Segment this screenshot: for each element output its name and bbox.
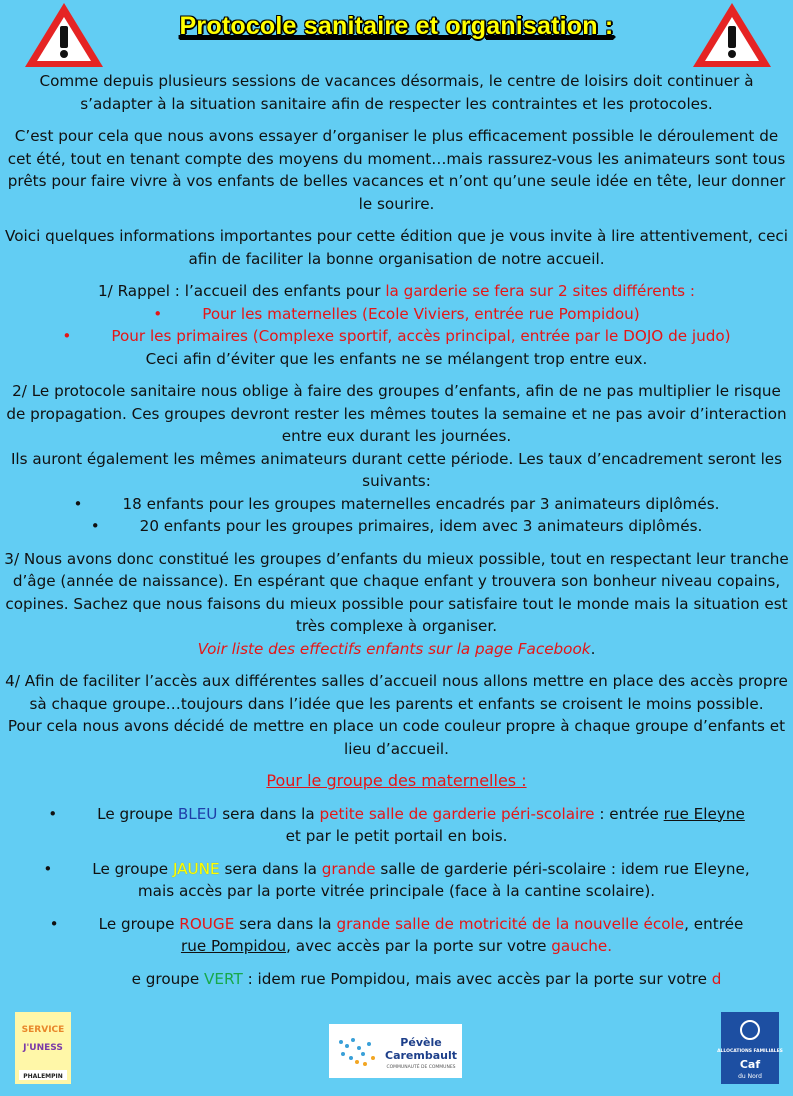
section-3: 3/ Nous avons donc constitué les groupes d’enfants du mieux possible, tout en respectant leur tranche d’âge (année de naissance). En espérant que chaque enfant y trouvera son bonheur niveau copains, copines. Sachez que nous faisons du mieux possible pour satisfaire tout le monde mais la situation est très complexe à organiser. Voir liste des effectifs enfants sur la page Facebook. <box>4 549 789 658</box>
group-bleu: • Le groupe BLEU sera dans la petite salle de garderie péri-scolaire : entrée rue Eleyne et par le petit portail en bois. <box>48 804 745 845</box>
section-2: 2/ Le protocole sanitaire nous oblige à faire des groupes d’enfants, afin de ne pas multiplier le risque de propagation. Ces groupes devront rester les mêmes toutes la semaine et ne pas avoir d’interaction entre eux durant les journées. Ils auront également les mêmes animateurs durant cette période. Les taux d’encadrement seront les suivants: • 18 enfants pour les groupes maternelles encadrés par 3 animateurs diplômés. • 20 enfants pour les groupes primaires, idem avec 3 animateurs diplômés. <box>4 380 789 538</box>
svg-text:J'UNESS: J'UNESS <box>23 1043 63 1053</box>
bullet-icon: • <box>153 304 163 323</box>
facebook-link[interactable]: Voir liste des effectifs enfants sur la page Facebook <box>197 639 591 658</box>
bullet-icon: • <box>43 859 53 878</box>
list-item: • Pour les maternelles (Ecole Viviers, entrée rue Pompidou) <box>153 305 639 323</box>
intro-paragraph: Voici quelques informations importantes pour cette édition que je vous invite à lire attentivement, ceci afin de faciliter la bonne organisation de notre accueil. <box>5 227 788 268</box>
bullet-icon: • <box>49 914 59 933</box>
group-rouge: • Le groupe ROUGE sera dans la grande salle de motricité de la nouvelle école, entrée rue Pompidou, avec accès par la porte sur votre gauche. <box>49 914 744 955</box>
service-jeunesse-logo <box>15 1012 71 1084</box>
svg-text:SERVICE: SERVICE <box>21 1025 65 1035</box>
caf-region-label: du Nord <box>738 1073 762 1080</box>
intro-paragraph: Comme depuis plusieurs sessions de vacances désormais, le centre de loisirs doit continuer à s’adapter à la situation sanitaire afin de respecter les contraintes et les protocoles. <box>39 72 754 113</box>
section-1: 1/ Rappel : l’accueil des enfants pour la garderie se fera sur 2 sites différents : • Pour les maternelles (Ecole Viviers, entrée rue Pompidou) • Pour les primaires (Complexe sportif, accès principal, entrée par le DOJO de judo) Ceci afin d’éviter que les enfants ne se mélangent trop entre eux. <box>62 282 731 368</box>
carembault-label: Carembault <box>385 1049 457 1062</box>
list-item: • Pour les primaires (Complexe sportif, accès principal, entrée par le DOJO de judo) <box>62 327 730 345</box>
list-item: • 18 enfants pour les groupes maternelles encadrés par 3 animateurs diplômés. <box>74 495 720 513</box>
pevele-carembault-logo-graphic <box>329 1024 462 1078</box>
bullet-icon: • <box>48 804 58 823</box>
community-label: COMMUNAUTÉ DE COMMUNES <box>386 1065 456 1070</box>
maternelles-heading: Pour le groupe des maternelles : <box>266 771 527 790</box>
group-vert: e groupe VERT : idem rue Pompidou, mais avec accès par la porte sur votre d <box>131 969 722 988</box>
caf-label: Caf <box>739 1058 761 1071</box>
bullet-icon: • <box>73 494 83 513</box>
pevele-carembault-logo <box>329 1024 462 1078</box>
main-content <box>4 70 789 1000</box>
jeunesse-town-label: PHALEMPIN <box>23 1073 63 1080</box>
group-jaune: • Le groupe JAUNE sera dans la grande salle de garderie péri-scolaire : idem rue Eleyne, mais accès par la porte vitrée principale (face à la cantine scolaire). <box>43 859 750 900</box>
caf-logo <box>717 1012 783 1084</box>
pevele-label: Pévèle <box>400 1036 442 1049</box>
intro-paragraph: C’est pour cela que nous avons essayer d’organiser le plus efficacement possible le déroulement de cet été, tout en tenant compte des moyens du moment…mais rassurez-vous les animateurs sont tous prêts pour faire vivre à vos enfants de belles vacances et n’ont qu’une seule idée en tête, leur donner le sourire. <box>7 127 786 213</box>
service-jeunesse-logo-graphic <box>15 1012 71 1084</box>
list-item: • 20 enfants pour les groupes primaires, idem avec 3 animateurs diplômés. <box>91 517 703 535</box>
bullet-icon: • <box>62 327 72 345</box>
section-4: 4/ Afin de faciliter l’accès aux différentes salles d’accueil nous allons mettre en place des accès propre sà chaque groupe…toujours dans l’idée que les parents et enfants se croisent le moins possible. Pour cela nous avons décidé de mettre en place un code couleur propre à chaque groupe d’enfants et lieu d’accueil. <box>5 672 788 758</box>
caf-logo-graphic <box>717 1012 783 1084</box>
caf-tagline: ALLOCATIONS FAMILIALES <box>717 1049 783 1054</box>
bullet-icon: • <box>90 517 100 535</box>
page-title: Protocole sanitaire et organisation : <box>179 12 614 40</box>
